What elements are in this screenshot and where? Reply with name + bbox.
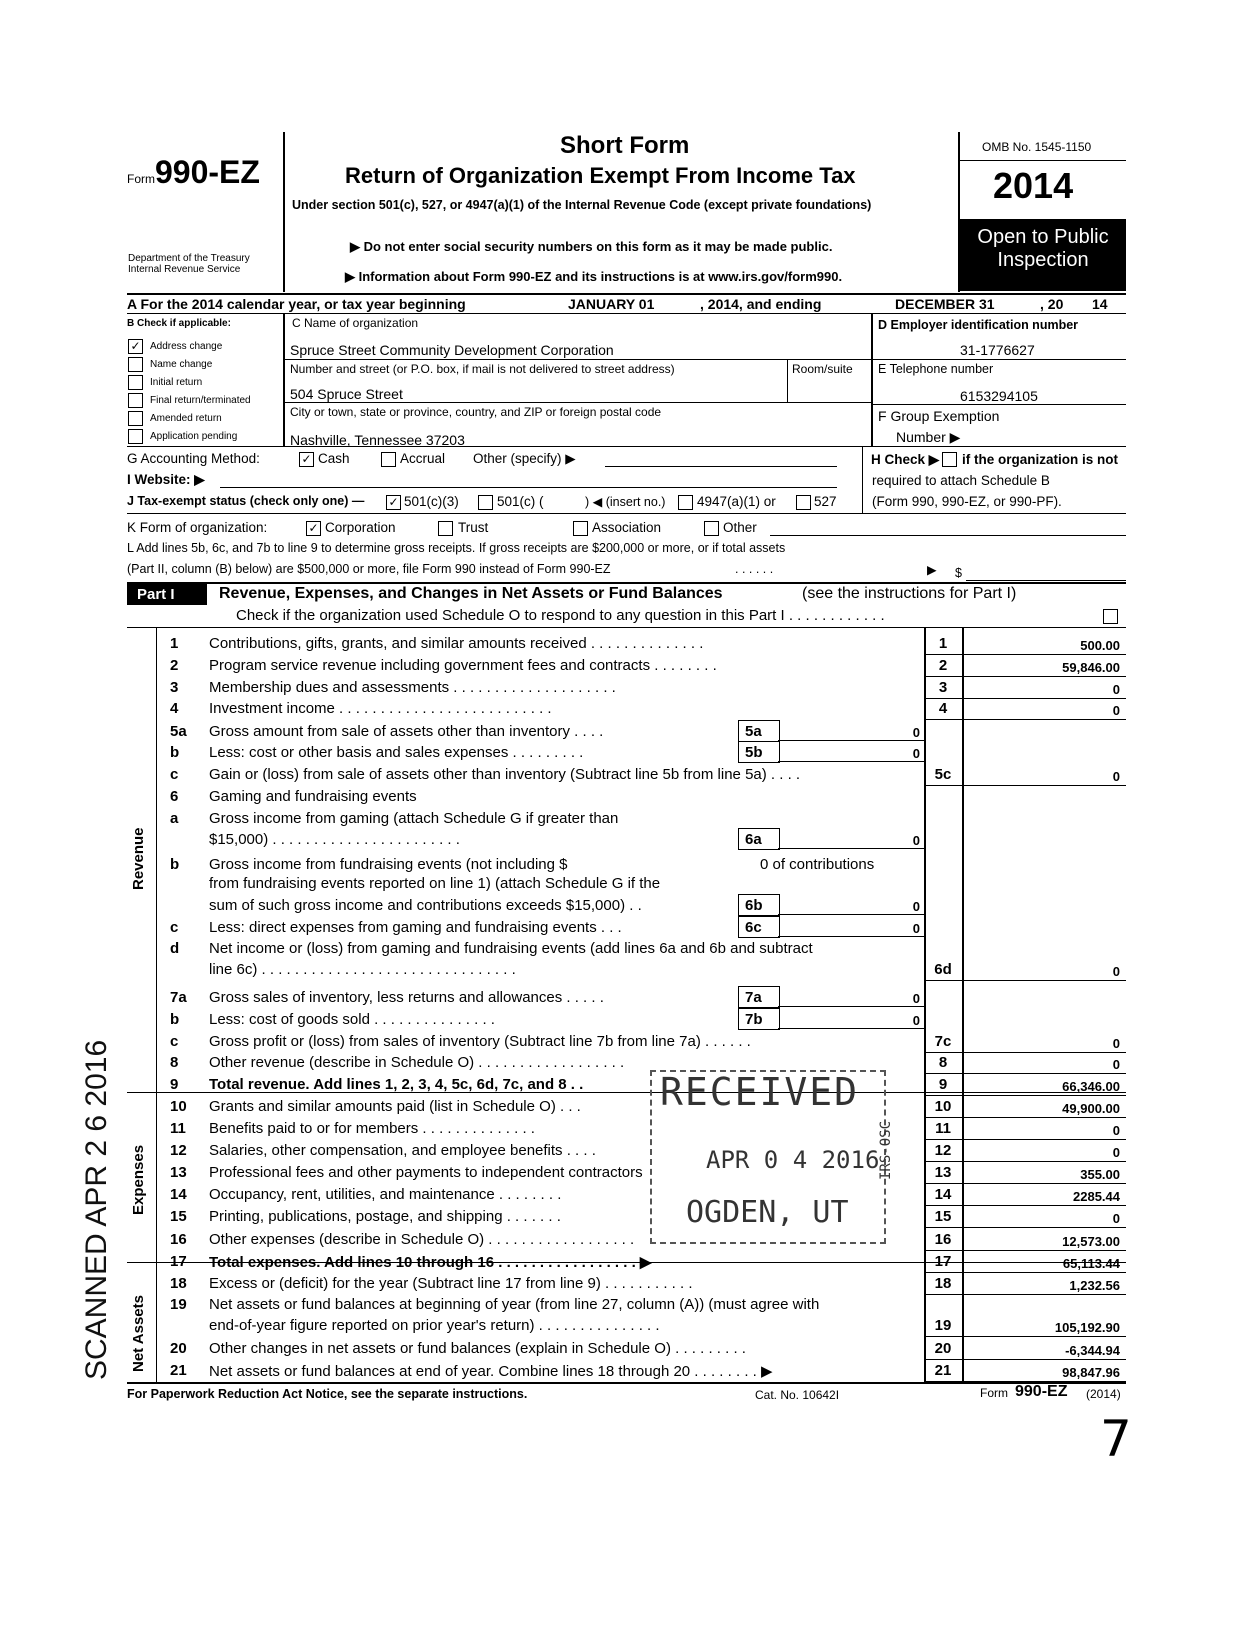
checkbox-corporation[interactable]: ✓ [306, 521, 321, 536]
line-number: 1 [170, 635, 179, 652]
checkbox-other-org[interactable] [704, 521, 719, 536]
checkbox-cash[interactable]: ✓ [299, 452, 314, 467]
line-h-text3: required to attach Schedule B [872, 473, 1050, 488]
line-amount: 0 [1112, 1211, 1120, 1226]
line-number: 12 [170, 1142, 187, 1159]
phone-label: E Telephone number [878, 362, 994, 376]
line-number: 11 [170, 1120, 186, 1137]
sub-line-box: 6b [745, 897, 763, 914]
line-number: 5a [170, 723, 187, 740]
line-amount: 0 [1112, 1123, 1120, 1138]
group-exemption-number-label: Number ▶ [896, 429, 961, 445]
line-amount: 66,346.00 [1062, 1079, 1120, 1094]
line-text: Gross amount from sale of assets other than inventory . . . . [209, 723, 604, 740]
sub-line-box: 5a [745, 723, 762, 740]
checkbox-4947[interactable] [678, 495, 693, 510]
line-number: 13 [170, 1164, 187, 1181]
group-exemption-label: F Group Exemption [878, 408, 1000, 424]
line-box-number: 1 [938, 635, 948, 652]
line-amount: 355.00 [1080, 1167, 1120, 1182]
line-amount: 59,846.00 [1062, 660, 1120, 675]
line-number: 9 [170, 1076, 179, 1093]
open-public-line1: Open to Public [977, 226, 1109, 248]
stamp-date: APR 0 4 2016 [706, 1146, 880, 1174]
line-rule [924, 1294, 1126, 1295]
line-number: 2 [170, 657, 179, 674]
sub-line-frame [738, 741, 780, 763]
line-box-number: 21 [934, 1362, 952, 1379]
label-501c3: 501(c)(3) [404, 494, 459, 509]
line-box-number: 14 [934, 1186, 952, 1203]
label-cash: Cash [318, 451, 350, 466]
street-address: 504 Spruce Street [290, 386, 403, 402]
form-prefix: Form [127, 172, 155, 186]
line-text: Printing, publications, postage, and shipping . . . . . . . [209, 1208, 561, 1225]
line-number: a [170, 810, 179, 827]
label-amended-return: Amended return [150, 413, 222, 424]
line-rule [924, 1183, 1126, 1184]
line-text: Net income or (loss) from gaming and fundraising events (add lines 6a and 6b and subtract [209, 940, 813, 957]
form-of-org-label: K Form of organization: [127, 520, 268, 535]
line-text: Total expenses. Add lines 10 through 16 . . . . . . . . . . . . . . . . . ▶ [209, 1254, 652, 1271]
line-amount: 49,900.00 [1062, 1101, 1120, 1116]
sub-line-amount: 0 [912, 1013, 920, 1028]
checkbox-association[interactable] [573, 521, 588, 536]
line-number: c [170, 919, 179, 936]
line-amount: 0 [1112, 703, 1120, 718]
line-text: Net assets or fund balances at end of year. Combine lines 18 through 20 . . . . . . . . ▶ [209, 1363, 773, 1380]
org-name-label: C Name of organization [292, 316, 419, 330]
footer-form-number: 990-EZ [1015, 1383, 1068, 1400]
checkbox-schedule-b[interactable] [942, 452, 957, 467]
checkbox-address-change[interactable]: ✓ [128, 339, 143, 354]
title-short: Short Form [560, 132, 690, 159]
side-label-expenses: Expenses [130, 1144, 147, 1215]
sub-line-frame [738, 828, 780, 850]
dept-treasury: Department of the Treasury [128, 253, 250, 264]
line-amount: 0 [1112, 1036, 1120, 1051]
line-box-number: 19 [934, 1317, 952, 1334]
line-box-number: 13 [934, 1164, 952, 1181]
line-number: 15 [170, 1208, 187, 1225]
line-box-number: 17 [934, 1253, 952, 1270]
label-4947: 4947(a)(1) or [697, 494, 776, 509]
line-text: Excess or (deficit) for the year (Subtract line 17 from line 9) . . . . . . . . . . . [209, 1275, 693, 1292]
line-text: Other expenses (describe in Schedule O) . . . . . . . . . . . . . . . . . . [209, 1231, 635, 1248]
sub-line-underline [778, 740, 924, 741]
part1-check-line: Check if the organization used Schedule O to respond to any question in this Part I . . . . . . . . . . . . [236, 607, 885, 624]
line-box-number: 18 [934, 1275, 952, 1292]
line-rule [924, 1359, 1126, 1360]
line-number: c [170, 1033, 179, 1050]
line-box-number: 10 [934, 1098, 952, 1115]
checkbox-final-return[interactable] [128, 393, 143, 408]
label-name-change: Name change [150, 359, 213, 370]
line-text: Less: cost or other basis and sales expenses . . . . . . . . . [209, 744, 584, 761]
line-number: d [170, 940, 180, 957]
end-year: 14 [1092, 296, 1108, 312]
line-number: 6 [170, 788, 179, 805]
side-label-revenue: Revenue [130, 827, 147, 890]
page-mark: 7 [1100, 1410, 1132, 1468]
line-a-label: A For the 2014 calendar year, or tax year beginning [127, 296, 466, 312]
line-amount: 2285.44 [1073, 1189, 1120, 1204]
stamp-received: RECEIVED [660, 1070, 860, 1114]
line-text: Grants and similar amounts paid (list in Schedule O) . . . [209, 1098, 581, 1115]
footer-paperwork: For Paperwork Reduction Act Notice, see the separate instructions. [127, 1387, 528, 1401]
line-number: 17 [170, 1253, 187, 1270]
line-text: Total revenue. Add lines 1, 2, 3, 4, 5c, 6d, 7c, and 8 . . [209, 1076, 584, 1093]
org-name: Spruce Street Community Development Corporation [290, 342, 614, 358]
line-box-number: 11 [935, 1120, 951, 1137]
label-initial-return: Initial return [150, 377, 203, 388]
line-rule [924, 1205, 1126, 1206]
line-amount: 0 [1112, 682, 1120, 697]
label-trust: Trust [458, 520, 489, 535]
ein-label: D Employer identification number [878, 318, 1079, 332]
stamp-city: OGDEN, UT [686, 1195, 849, 1230]
line-number: b [170, 1011, 180, 1028]
line-rule [924, 1073, 1126, 1074]
line-text: Occupancy, rent, utilities, and maintenance . . . . . . . . [209, 1186, 562, 1203]
line-number: b [170, 744, 180, 761]
footer-form-year: (2014) [1086, 1387, 1121, 1401]
line-text: Membership dues and assessments . . . . . . . . . . . . . . . . . . . . [209, 679, 616, 696]
ein-value: 31-1776627 [960, 342, 1035, 358]
line-text: Net assets or fund balances at beginning of year (from line 27, column (A)) (must agree with [209, 1296, 820, 1313]
line-number: 7a [170, 989, 187, 1006]
tax-year-begin: JANUARY 01 [568, 296, 655, 312]
line-number: 20 [170, 1340, 187, 1357]
checkbox-527[interactable] [796, 495, 811, 510]
label-accrual: Accrual [400, 451, 446, 466]
line-number: 14 [170, 1186, 187, 1203]
open-public-line2: Inspection [997, 249, 1089, 271]
checkbox-trust[interactable] [438, 521, 453, 536]
form-number: 990-EZ [155, 154, 260, 190]
part-tag: Part I [137, 586, 175, 603]
line-text: $15,000) . . . . . . . . . . . . . . . . . . . . . . . [209, 831, 460, 848]
line-rule [924, 654, 1126, 655]
line-amount: 0 [1112, 1057, 1120, 1072]
line-number: 4 [170, 700, 179, 717]
sub-line-box: 7a [745, 989, 762, 1006]
line-text: Gain or (loss) from sale of assets other than inventory (Subtract line 5b from line 5a) . . . . [209, 766, 801, 783]
line-text: Other changes in net assets or fund balances (explain in Schedule O) . . . . . . . . . [209, 1340, 746, 1357]
sub-line-frame [738, 894, 780, 916]
line-box-number: 4 [938, 700, 948, 717]
sub-line-box: 5b [745, 744, 763, 761]
phone-value: 6153294105 [960, 388, 1038, 404]
part-tag-box [127, 584, 207, 605]
street-label: Number and street (or P.O. box, if mail is not delivered to street address) [290, 362, 675, 376]
city-state-zip: Nashville, Tennessee 37203 [290, 432, 465, 448]
side-label-net-assets: Net Assets [130, 1295, 147, 1372]
dept-irs: Internal Revenue Service [128, 264, 241, 275]
line-rule [924, 1272, 1126, 1273]
line-text: Less: direct expenses from gaming and fundraising events . . . [209, 919, 622, 936]
tax-year-end: DECEMBER 31 [895, 296, 995, 312]
line-rule [924, 1095, 1126, 1096]
sub-line-box: 7b [745, 1011, 763, 1028]
footer-cat-no: Cat. No. 10642I [755, 1388, 840, 1402]
line-text: Gross income from fundraising events (not including $ [209, 856, 568, 873]
sub-line-underline [778, 914, 924, 915]
line-box-number: 6d [934, 961, 952, 978]
line-text: Salaries, other compensation, and employee benefits . . . . [209, 1142, 596, 1159]
line-rule [924, 1227, 1126, 1228]
line-text: from fundraising events reported on line 1) (attach Schedule G if the [209, 875, 661, 892]
line-rule [924, 1139, 1126, 1140]
fundraising-contrib: 0 of contributions [760, 856, 875, 873]
line-text: Gross profit or (loss) from sales of inventory (Subtract line 7b from line 7a) . . . . . . [209, 1033, 751, 1050]
checkbox-application-pending[interactable] [128, 429, 143, 444]
line-box-number: 8 [938, 1054, 948, 1071]
line-h-check: H Check ▶ [871, 452, 940, 467]
accounting-method-label: G Accounting Method: [127, 451, 260, 466]
checkbox-accrual[interactable] [381, 452, 396, 467]
label-insert-no: ) ◀ (insert no.) [585, 495, 666, 509]
website-label: I Website: ▶ [127, 472, 205, 487]
line-number: b [170, 856, 180, 873]
tax-year: 2014 [993, 165, 1074, 206]
checkbox-name-change[interactable] [128, 357, 143, 372]
checkbox-501c[interactable] [478, 495, 493, 510]
line-rule [924, 676, 1126, 677]
omb-number: OMB No. 1545-1150 [982, 140, 1092, 154]
line-text: Professional fees and other payments to independent contractors [209, 1164, 643, 1181]
sub-line-frame [738, 916, 780, 938]
sub-line-amount: 0 [912, 746, 920, 761]
line-text: end-of-year figure reported on prior year's return) . . . . . . . . . . . . . . . [209, 1317, 660, 1334]
sub-line-underline [778, 761, 924, 762]
label-corporation: Corporation [325, 520, 396, 535]
room-suite-label: Room/suite [792, 362, 853, 376]
line-text: Gaming and fundraising events [209, 788, 417, 805]
line-text: sum of such gross income and contributions exceeds $15,000) . . [209, 897, 642, 914]
sub-line-box: 6c [745, 919, 762, 936]
notice-info: ▶ Information about Form 990-EZ and its instructions is at www.irs.gov/form990. [345, 269, 843, 284]
line-rule [924, 785, 1126, 786]
line-box-number: 3 [938, 679, 948, 696]
line-a-mid: , 2014, and ending [700, 296, 822, 312]
line-text: Contributions, gifts, grants, and similar amounts received . . . . . . . . . . . . . . [209, 635, 704, 652]
line-l-arrow: ▶ [927, 563, 937, 577]
line-rule [924, 1381, 1126, 1382]
line-text: Investment income . . . . . . . . . . . . . . . . . . . . . . . . . . [209, 700, 552, 717]
line-amount: 0 [1112, 769, 1120, 784]
notice-ssn: ▶ Do not enter social security numbers on this form as it may be made public. [350, 239, 833, 254]
line-number: 8 [170, 1054, 179, 1071]
line-h-text2: if the organization is not [962, 452, 1118, 467]
label-501c: 501(c) ( [497, 494, 544, 509]
label-527: 527 [814, 494, 837, 509]
sub-line-amount: 0 [912, 725, 920, 740]
line-rule [924, 698, 1126, 699]
label-association: Association [592, 520, 662, 535]
line-l-dots: . . . . . . [735, 562, 774, 576]
label-address-change: Address change [150, 341, 223, 352]
sub-line-underline [778, 1028, 924, 1029]
line-number: 19 [170, 1296, 187, 1313]
end-year-prefix: , 20 [1040, 296, 1064, 312]
line-box-number: 12 [934, 1142, 952, 1159]
title-main: Return of Organization Exempt From Income Tax [345, 163, 856, 188]
tax-exempt-status-label: J Tax-exempt status (check only one) — [127, 494, 365, 508]
line-number: 21 [170, 1362, 187, 1379]
line-text: Gross income from gaming (attach Schedule G if greater than [209, 810, 619, 827]
line-text: Gross sales of inventory, less returns and allowances . . . . . [209, 989, 604, 1006]
line-text: Benefits paid to or for members . . . . . . . . . . . . . . [209, 1120, 535, 1137]
section-b-label: B Check if applicable: [127, 318, 231, 329]
label-other-org: Other [723, 520, 757, 535]
sub-line-frame [738, 720, 780, 742]
line-box-number: 16 [934, 1231, 952, 1248]
line-box-number: 2 [938, 657, 948, 674]
line-box-number: 7c [934, 1033, 952, 1050]
sub-line-amount: 0 [912, 921, 920, 936]
line-rule [924, 1336, 1126, 1337]
checkbox-amended-return[interactable] [128, 411, 143, 426]
line-box-number: 15 [934, 1208, 952, 1225]
city-label: City or town, state or province, country, and ZIP or foreign postal code [290, 405, 662, 419]
line-amount: 98,847.96 [1062, 1365, 1120, 1380]
sub-line-underline [778, 848, 924, 849]
line-rule [924, 1117, 1126, 1118]
footer-form-prefix: Form [980, 1386, 1008, 1400]
line-amount: 0 [1112, 964, 1120, 979]
line-number: c [170, 766, 179, 783]
checkbox-schedule-o[interactable] [1103, 609, 1118, 624]
line-amount: 12,573.00 [1062, 1234, 1120, 1249]
line-number: 3 [170, 679, 179, 696]
sub-line-amount: 0 [912, 833, 920, 848]
line-text: Less: cost of goods sold . . . . . . . . . . . . . . . [209, 1011, 495, 1028]
line-amount: -6,344.94 [1065, 1343, 1120, 1358]
checkbox-501c3[interactable]: ✓ [386, 495, 401, 510]
line-l-dollar: $ [955, 566, 962, 580]
line-amount: 65,113.44 [1062, 1256, 1120, 1271]
sub-line-underline [778, 936, 924, 937]
line-number: 16 [170, 1231, 187, 1248]
open-to-public-box [960, 219, 1126, 291]
line-amount: 105,192.90 [1054, 1320, 1120, 1335]
sub-line-frame [738, 1008, 780, 1030]
line-text: Program service revenue including government fees and contracts . . . . . . . . [209, 657, 717, 674]
sub-line-underline [778, 1006, 924, 1007]
subtitle: Under section 501(c), 527, or 4947(a)(1) of the Internal Revenue Code (except private foundations) [292, 198, 872, 212]
line-rule [924, 980, 1126, 981]
line-amount: 0 [1112, 1145, 1120, 1160]
line-amount: 1,232.56 [1069, 1278, 1120, 1293]
label-other-method: Other (specify) ▶ [473, 451, 576, 466]
line-rule [924, 1052, 1126, 1053]
line-rule [924, 1250, 1126, 1251]
sub-line-frame [738, 986, 780, 1008]
sub-line-amount: 0 [912, 991, 920, 1006]
label-application-pending: Application pending [150, 431, 238, 442]
stamp-side: IRS-OSC [878, 1120, 894, 1180]
line-l-text1: L Add lines 5b, 6c, and 7b to line 9 to determine gross receipts. If gross receipts are $200,000 or more, or if total assets [127, 541, 786, 555]
sub-line-amount: 0 [912, 899, 920, 914]
line-number: 10 [170, 1098, 187, 1115]
line-rule [924, 719, 1126, 720]
line-h-text4: (Form 990, 990-EZ, or 990-PF). [872, 494, 1062, 509]
line-number: 18 [170, 1275, 187, 1292]
line-text: Other revenue (describe in Schedule O) . . . . . . . . . . . . . . . . . . [209, 1054, 625, 1071]
checkbox-initial-return[interactable] [128, 375, 143, 390]
line-text: line 6c) . . . . . . . . . . . . . . . . . . . . . . . . . . . . . . . [209, 961, 516, 978]
line-box-number: 5c [934, 766, 952, 783]
part1-title: Revenue, Expenses, and Changes in Net Assets or Fund Balances [219, 585, 723, 602]
scanned-stamp: SCANNED APR 2 6 2016 [80, 1039, 113, 1380]
part1-title-note: (see the instructions for Part I) [802, 585, 1017, 602]
line-l-text2: (Part II, column (B) below) are $500,000 or more, file Form 990 instead of Form 990-EZ [127, 562, 611, 576]
label-final-return: Final return/terminated [150, 395, 251, 406]
line-box-number: 20 [934, 1340, 952, 1357]
line-rule [924, 1161, 1126, 1162]
sub-line-box: 6a [745, 831, 762, 848]
line-box-number: 9 [938, 1076, 948, 1093]
line-amount: 500.00 [1080, 638, 1120, 653]
